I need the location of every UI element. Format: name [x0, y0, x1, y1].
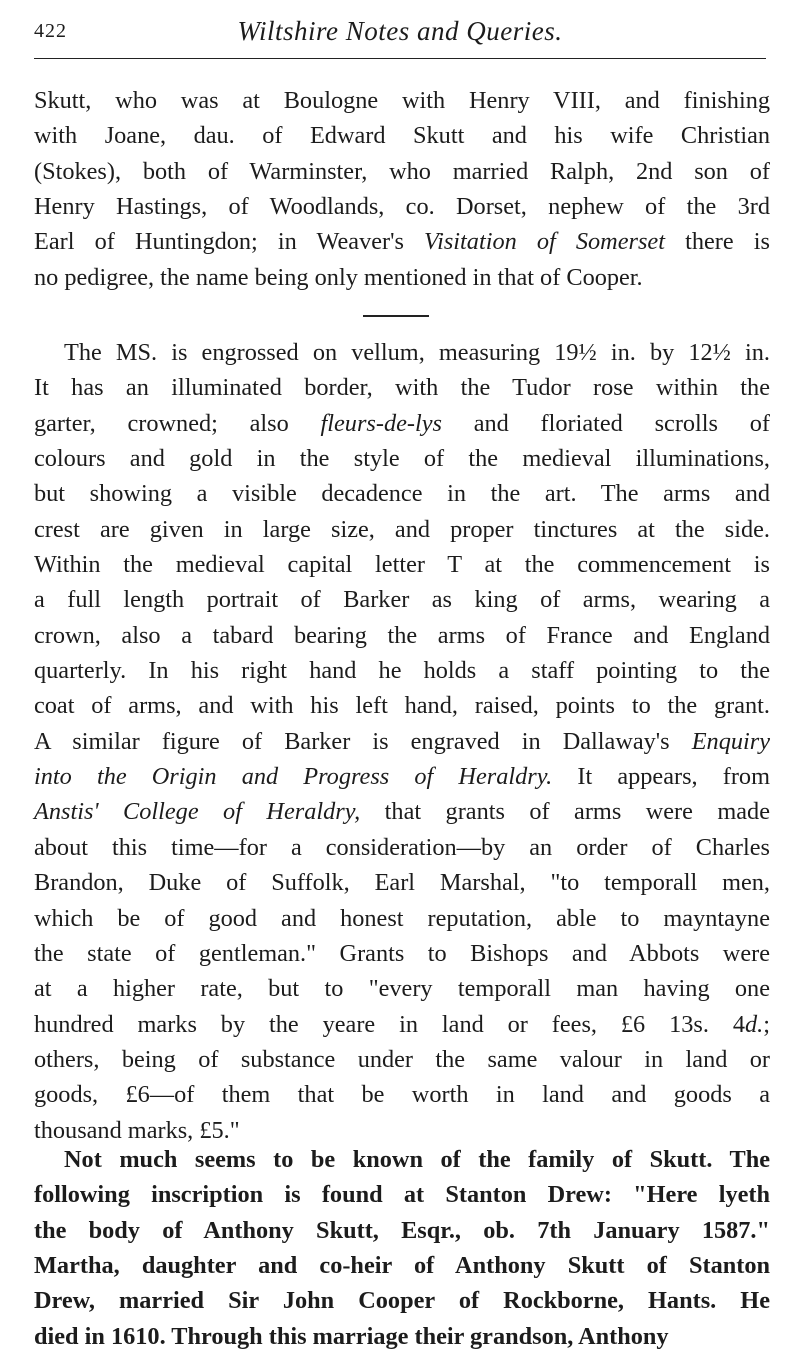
- italic-text: Anstis' College of Heraldry,: [34, 798, 361, 826]
- text-run: no pedigree, the name being only mentioned in that of Cooper.: [34, 263, 643, 291]
- text-run: but showing a visible decadence in the art. The arms and: [34, 480, 770, 508]
- text-line: [34, 476, 770, 511]
- text-run: ;: [763, 1010, 770, 1038]
- running-header: [34, 14, 766, 48]
- paragraph-3: [34, 1142, 770, 1354]
- text-run: crown, also a tabard bearing the arms of France and England: [34, 621, 770, 649]
- text-run: colours and gold in the style of the medieval illuminations,: [34, 445, 770, 473]
- text-line: [34, 759, 770, 794]
- text-line: [34, 724, 770, 759]
- text-run: Martha, daughter and co-heir of Anthony Skutt of Stanton: [34, 1252, 770, 1280]
- text-line: [34, 1319, 770, 1354]
- text-run: about this time—for a consideration—by an order of Charles: [34, 833, 770, 861]
- running-title: Wiltshire Notes and Queries.: [237, 16, 563, 46]
- italic-text: into the Origin and Progress of Heraldry.: [34, 763, 553, 791]
- section-separator: [363, 315, 429, 317]
- text-run: Within the medieval capital letter T at the commencement is: [34, 551, 770, 579]
- text-run: thousand marks, £5.": [34, 1116, 240, 1144]
- text-line: [34, 118, 770, 153]
- text-line: [34, 901, 770, 936]
- text-line: [34, 936, 770, 971]
- text-run: with Joane, dau. of Edward Skutt and his wife Christian: [34, 122, 770, 150]
- text-line: [34, 83, 770, 118]
- header-rule: [34, 58, 766, 59]
- italic-text: Enquiry: [691, 727, 770, 755]
- text-run: the state of gentleman." Grants to Bishops and Abbots were: [34, 939, 770, 967]
- text-line: [34, 582, 770, 617]
- page-number: 422: [34, 20, 67, 42]
- text-run: garter, crowned; also: [34, 409, 321, 437]
- italic-text: d.: [745, 1010, 764, 1038]
- italic-text: fleurs-de-lys: [320, 409, 442, 437]
- text-run: others, being of substance under the same valour in land or: [34, 1045, 770, 1073]
- text-line: [34, 794, 770, 829]
- text-run: a full length portrait of Barker as king of arms, wearing a: [34, 586, 770, 614]
- text-run: Earl of Huntingdon; in Weaver's: [34, 228, 425, 256]
- text-line: [34, 1213, 770, 1248]
- text-run: there is: [664, 228, 770, 256]
- text-run: Not much seems to be known of the family of Skutt. The: [64, 1146, 770, 1173]
- text-line: [34, 830, 770, 865]
- text-run: and floriated scrolls of: [441, 409, 770, 437]
- text-run: died in 1610. Through this marriage their grandson, Anthony: [34, 1322, 669, 1350]
- text-run: Skutt, who was at Boulogne with Henry VIII, and finishing: [34, 87, 770, 114]
- text-line: [34, 224, 770, 259]
- text-run: that grants of arms were made: [360, 798, 770, 826]
- text-run: hundred marks by the yeare in land or fees, £6 13s. 4: [34, 1010, 745, 1038]
- text-line: [34, 406, 770, 441]
- text-run: Henry Hastings, of Woodlands, co. Dorset, nephew of the 3rd: [34, 193, 770, 221]
- text-line: [34, 370, 770, 405]
- text-line: [34, 512, 770, 547]
- paragraph-2: [34, 335, 770, 1148]
- text-run: The MS. is engrossed on vellum, measuring 19½ in. by 12½ in.: [64, 339, 770, 366]
- text-line: [34, 1042, 770, 1077]
- text-line: [34, 260, 770, 295]
- text-line: [34, 189, 770, 224]
- text-line: [34, 441, 770, 476]
- text-run: following inscription is found at Stanton Drew: "Here lyeth: [34, 1181, 770, 1209]
- text-run: Drew, married Sir John Cooper of Rockborne, Hants. He: [34, 1287, 770, 1315]
- text-run: (Stokes), both of Warminster, who married Ralph, 2nd son of: [34, 157, 770, 185]
- text-run: the body of Anthony Skutt, Esqr., ob. 7th January 1587.": [34, 1216, 770, 1244]
- text-run: It appears, from: [552, 763, 770, 791]
- text-line: [34, 1248, 770, 1283]
- text-run: It has an illuminated border, with the Tudor rose within the: [34, 374, 770, 402]
- text-run: crest are given in large size, and proper tinctures at the side.: [34, 515, 770, 543]
- text-line: [34, 1007, 770, 1042]
- text-line: [34, 618, 770, 653]
- text-line: [34, 653, 770, 688]
- paragraph-1: [34, 83, 770, 295]
- text-line: [34, 335, 770, 370]
- text-line: [34, 154, 770, 189]
- text-run: goods, £6—of them that be worth in land and goods a: [34, 1081, 770, 1109]
- text-line: [34, 688, 770, 723]
- text-line: [34, 1077, 770, 1112]
- text-run: coat of arms, and with his left hand, raised, points to the grant.: [34, 692, 770, 720]
- text-run: Brandon, Duke of Suffolk, Earl Marshal, "to temporall men,: [34, 869, 770, 897]
- text-line: [34, 1283, 770, 1318]
- italic-text: Visitation of Somerset: [424, 228, 665, 256]
- text-line: [34, 547, 770, 582]
- text-line: [34, 1142, 770, 1177]
- text-run: which be of good and honest reputation, able to mayntayne: [34, 904, 770, 932]
- text-line: [34, 1177, 770, 1212]
- text-line: [34, 865, 770, 900]
- text-line: [34, 971, 770, 1006]
- text-run: at a higher rate, but to "every temporall man having one: [34, 975, 770, 1003]
- text-run: A similar figure of Barker is engraved in Dallaway's: [34, 727, 692, 755]
- text-run: quarterly. In his right hand he holds a staff pointing to the: [34, 657, 770, 685]
